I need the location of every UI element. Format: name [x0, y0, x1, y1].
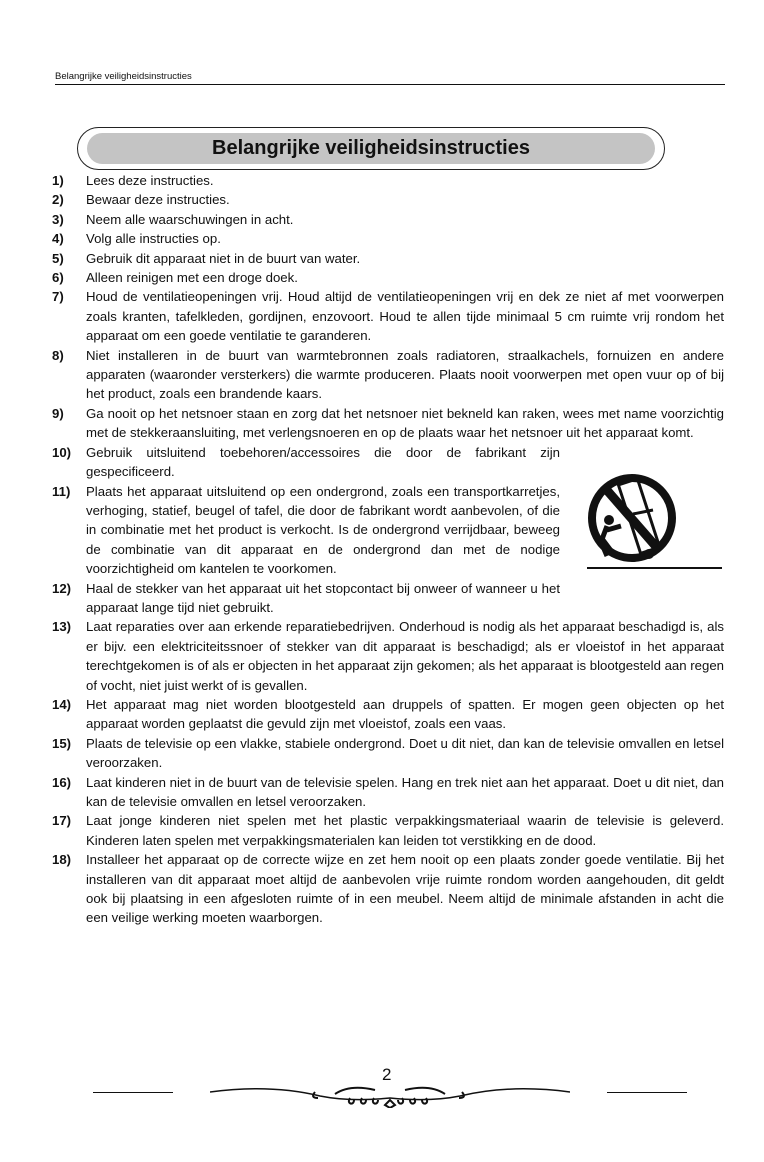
item-text: Plaats het apparaat uitsluitend op een ondergrond, zoals een transportkarretjes, verhoging, statief, beugel of tafel, die door de fabrikant wordt aanbevolen, of die in combinatie met het product is verkocht. Is de ondergrond verrijdbaar, beweeg de combinatie van dit apparaat en de ondergrond dan met de nodige voorzichtigheid om kantelen te voorkomen.	[86, 483, 560, 577]
list-item	[52, 695, 724, 734]
title-banner	[77, 127, 665, 170]
item-text: Haal de stekker van het apparaat uit het stopcontact bij onweer of wanneer u het apparaat lange tijd niet gebruikt.	[86, 580, 560, 615]
list-item	[52, 287, 724, 345]
item-text: Volg alle instructies op.	[86, 231, 221, 247]
item-text: Alleen reinigen met een droge doek.	[86, 270, 298, 286]
item-number: 10)	[52, 444, 72, 460]
item-number: 3)	[52, 211, 64, 227]
list-item	[52, 404, 724, 443]
item-text: Het apparaat mag niet worden blootgesteld aan druppels of spatten. Er mogen geen objecten op het apparaat worden geplaatst die gevuld zijn met vloeistof, zoals een vaas.	[86, 696, 724, 732]
list-item	[52, 811, 724, 850]
header-rule	[55, 84, 725, 85]
item-number: 7)	[52, 289, 64, 305]
item-text: Gebruik dit apparaat niet in de buurt van water.	[86, 250, 361, 266]
list-item	[52, 249, 724, 268]
item-text: Laat kinderen niet in de buurt van de televisie spelen. Hang en trek niet aan het apparaat. Doet u dit niet, dan kan de televisie omvallen en letsel veroorzaken.	[86, 774, 724, 809]
list-item	[52, 171, 724, 190]
list-item	[52, 229, 724, 248]
list-item	[52, 482, 560, 579]
item-number: 5)	[52, 250, 64, 266]
item-text: Bewaar deze instructies.	[86, 192, 230, 208]
item-number: 17)	[52, 813, 72, 829]
item-text: Houd de ventilatieopeningen vrij. Houd altijd de ventilatieopeningen vrij en dek ze niet af met voorwerpen zoals kranten, tafelkleden, gordijnen, enzovoort. Houd te allen tijde minimaal 5 cm ruimte vrij rondom het apparaat om een goede ventilatie te garanderen.	[86, 289, 724, 344]
running-header: Belangrijke veiligheidsinstructies	[55, 71, 192, 82]
item-text: Gebruik uitsluitend toebehoren/accessoires die door de fabrikant zijn gespecificeerd.	[86, 444, 560, 480]
item-number: 13)	[52, 619, 72, 635]
item-text: Niet installeren in de buurt van warmtebronnen zoals radiatoren, straalkachels, fornuizen en andere apparaten (waaronder versterkers) die warmte produceren. Plaats nooit voorwerpen met open vuur op of bij het product, zoals een brandende kaars.	[86, 347, 724, 402]
item-text: Installeer het apparaat op de correcte wijze en zet hem nooit op een plaats zonder goede ventilatie. Bij het installeren van dit apparaat moet altijd de aanbevolen vrije ruimte rondom worden aangehouden, dit geldt ook bij plaatsing in een afgesloten ruimte of in een meubel. Neem altijd de minimale afstanden in acht die een veilige werking moeten waarborgen.	[86, 852, 724, 926]
list-item	[52, 773, 724, 812]
item-text: Laat jonge kinderen niet spelen met het plastic verpakkingsmateriaal waarin de televisie is geleverd. Kinderen laten spelen met verpakkingsmaterialen kan leiden tot verstikking en de dood.	[86, 813, 724, 848]
list-item	[52, 734, 724, 773]
item-text: Ga nooit op het netsnoer staan en zorg dat het netsnoer niet bekneld kan raken, wees met name voorzichtig met de stekkeraansluiting, met verlengsnoeren en op de plaats waar het netsnoer uit het apparaat komt.	[86, 405, 724, 441]
page-title: Belangrijke veiligheidsinstructies	[87, 133, 655, 164]
item-number: 14)	[52, 696, 72, 712]
footer-ornament-icon	[210, 1080, 570, 1108]
item-number: 1)	[52, 173, 64, 188]
list-item	[52, 268, 724, 287]
list-item	[52, 443, 560, 482]
item-number: 18)	[52, 852, 72, 868]
list-item	[52, 210, 724, 229]
item-text: Laat reparaties over aan erkende reparatiebedrijven. Onderhoud is nodig als het apparaat beschadigd is, als er bijv. een elektriciteitssnoer of stekker van dit apparaat is beschadigd; als er vloeistof in het apparaat terechtgekomen is of als er objecten in het apparaat zijn gekomen; als het apparaat is blootgesteld aan regen of vocht, niet juist werkt of is gevallen.	[86, 619, 724, 693]
list-item	[52, 346, 724, 404]
list-item	[52, 190, 724, 209]
item-number: 9)	[52, 405, 64, 421]
footer-rule-right	[607, 1092, 687, 1093]
item-text: Neem alle waarschuwingen in acht.	[86, 211, 294, 227]
item-number: 12)	[52, 580, 72, 596]
item-number: 11)	[52, 483, 71, 499]
item-text: Plaats de televisie op een vlakke, stabiele ondergrond. Doet u dit niet, dan kan de televisie omvallen en letsel veroorzaken.	[86, 735, 724, 771]
item-number: 4)	[52, 231, 64, 247]
list-item	[52, 617, 724, 695]
item-text: Lees deze instructies.	[86, 173, 214, 188]
list-item	[52, 850, 724, 928]
footer-rule-left	[93, 1092, 173, 1093]
list-item	[52, 579, 560, 618]
item-number: 2)	[52, 192, 64, 208]
item-number: 8)	[52, 347, 64, 363]
item-number: 16)	[52, 774, 72, 790]
cart-tipover-warning-icon	[587, 470, 727, 580]
page-number: 2	[382, 1065, 392, 1084]
item-number: 6)	[52, 270, 64, 286]
item-number: 15)	[52, 735, 72, 751]
